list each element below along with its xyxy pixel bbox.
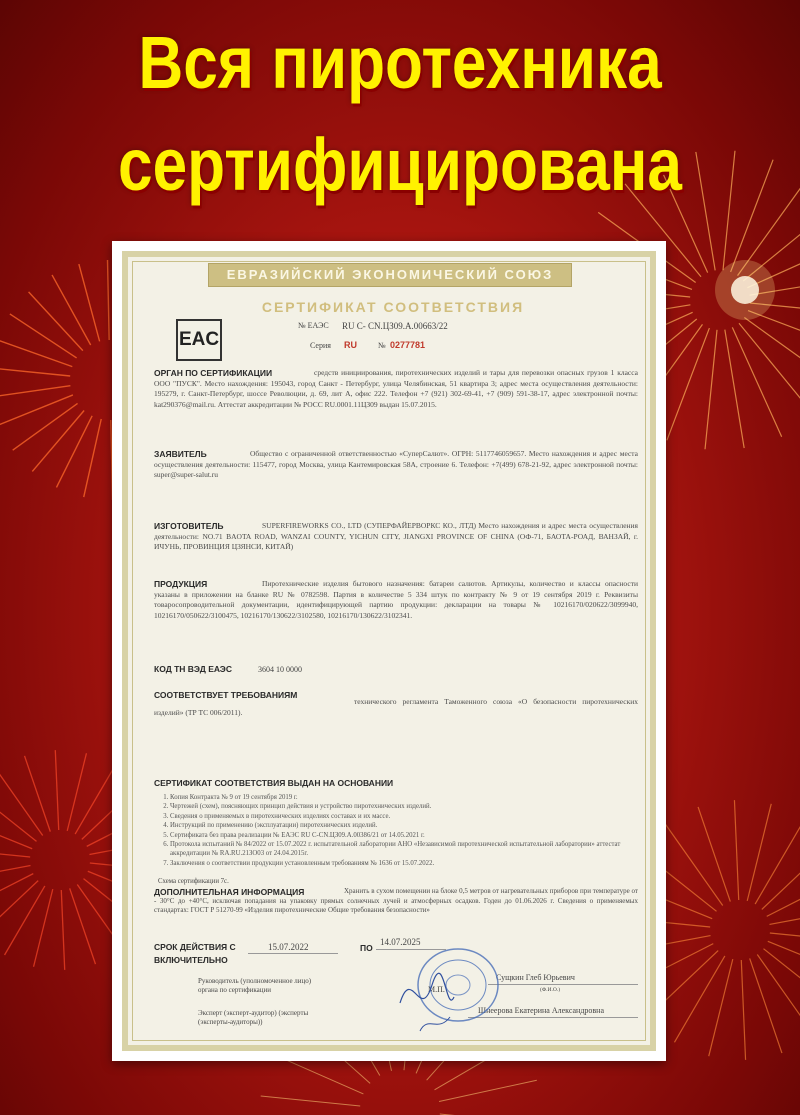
firework-ray xyxy=(32,410,84,471)
number-label: № ЕАЭС xyxy=(298,321,329,330)
firework-ray xyxy=(10,314,77,358)
certificate-number: RU C- CN.ЦЗ09.A.00663/22 xyxy=(342,321,448,331)
validity-inclusive-label: ВКЛЮЧИТЕЛЬНО xyxy=(154,955,228,965)
form-number: 0277781 xyxy=(390,340,426,350)
firework-ray xyxy=(0,395,73,425)
firework-ray xyxy=(769,906,800,924)
certification-scheme: Схема сертификации 7с. xyxy=(158,878,229,885)
manufacturer-label: ИЗГОТОВИТЕЛЬ xyxy=(154,521,224,531)
firework-ray xyxy=(56,416,92,488)
stamp-label: М.П. xyxy=(428,985,445,994)
product-text: Пиротехнические изделия бытового назначения: батареи салютов. Артикулы, количество и классы опасности указаны в приложении на бланке RU № 0782598. Партия в количестве 5 334 штук по контракту № 9 от 19 сентября 2019 г. Реквизиты товаросопроводительной документации, идентифицирующей партию продукции: декларации на товары № 10216170/020622/3099940, 10216170/050622/3100475, 10216170/130622/3102580, 10216170/130622/3102341. xyxy=(154,579,638,620)
firework-ray xyxy=(755,818,800,904)
firework-ray xyxy=(762,841,800,910)
basis-item: 6. Протокола испытаний № 84/2022 от 15.07.2022 г. испытательной лаборатории АНО «Независимой пиротехнической испытательной лаборатории» аттестат аккредитации № RA.RU.21ЗО03 от 24.04.2015г. xyxy=(170,840,640,859)
expert-name: Шнеерова Екатерина Александровна xyxy=(478,1006,604,1015)
firework-ray xyxy=(0,874,33,910)
tn-ved-label: КОД ТН ВЭД ЕАЭС xyxy=(154,664,232,674)
authority-text: средств инициирования, пиротехнических изделий и тары для перевозки опасных грузов 1 класса ООО "ПУСК". Место нахождения: 195043, город Санкт - Петербург, улица Челябинская, 51 квартира 3; адрес места осуществления деятельности: 195279, г. Санкт-Петербург, шоссе Революции, д. 69, лит А, офис 222. Телефон +7 (921) 302-69-41, +7 (909) 591-38-17, адрес электронной почты: kat290376@mail.ru. Аттестат аккредитации № РОСС RU.0001.11ЦЗ09 выдан 15.07.2015. xyxy=(154,368,638,409)
firework-ray xyxy=(0,368,70,376)
firework-ray xyxy=(25,756,51,832)
series-label: Серия xyxy=(310,341,331,350)
firework-ray xyxy=(739,323,800,416)
firework-ray xyxy=(0,849,30,857)
form-number-label: № xyxy=(378,341,386,350)
firework-ray xyxy=(709,959,733,1056)
series-value: RU xyxy=(344,340,357,350)
basis-list xyxy=(158,793,640,868)
firework-ray xyxy=(763,949,800,1011)
basis-label: СЕРТИФИКАТ СООТВЕТСТВИЯ ВЫДАН НА ОСНОВАНИИ xyxy=(154,778,394,788)
basis-item: 5. Сертификата без права реализации № ЕАЭС RU С-CN.ЦЗ09.А.00386/21 от 14.05.2021 г. xyxy=(170,831,640,840)
headline-line-1: Вся пиротехника xyxy=(138,21,662,104)
firework-ray xyxy=(13,403,78,450)
firework-ray xyxy=(0,770,43,835)
firework-ray xyxy=(61,890,64,970)
tn-ved-value: 3604 10 0000 xyxy=(258,665,302,674)
firework-ray xyxy=(0,386,70,397)
basis-item: 1. Копия Контракта № 9 от 19 сентября 2019 г. xyxy=(170,793,640,802)
head-name-caption: (Ф.И.О.) xyxy=(540,987,561,993)
head-name: Сущкин Глеб Юрьевич xyxy=(496,973,575,982)
firework-ray xyxy=(747,804,771,901)
firework-ray xyxy=(261,1096,361,1106)
valid-from: 15.07.2022 xyxy=(268,942,309,952)
authority-label: ОРГАН ПО СЕРТИФИКАЦИИ xyxy=(154,368,273,378)
certificate-title: СЕРТИФИКАТ СООТВЕТСТВИЯ xyxy=(261,299,525,315)
valid-to: 14.07.2025 xyxy=(380,937,421,947)
applicant-label: ЗАЯВИТЕЛЬ xyxy=(154,449,207,459)
certificate-document xyxy=(122,251,656,1051)
basis-item: 2. Чертежей (схем), поясняющих принцип действия и устройство пиротехнических изделий. xyxy=(170,802,640,811)
firework-ray xyxy=(750,958,782,1053)
firework-ray xyxy=(0,340,72,367)
eac-mark: EAC xyxy=(176,319,222,361)
firework-ray xyxy=(741,960,745,1060)
basis-item: 4. Инструкций по применению (эксплуатации) пиротехнических изделий. xyxy=(170,821,640,830)
certificate-frame xyxy=(112,241,666,1061)
union-banner: ЕВРАЗИЙСКИЙ ЭКОНОМИЧЕСКИЙ СОЮЗ xyxy=(208,263,572,287)
firework-ray xyxy=(770,933,800,943)
firework-ray xyxy=(0,866,31,881)
basis-item: 7. Заключения о соответствии продукции установленным требованиям № 1636 от 15.07.2022. xyxy=(170,859,640,868)
firework-ray xyxy=(55,750,58,830)
firework-ray xyxy=(698,807,730,902)
manufacturer-text: SUPERFIREWORKS CO., LTD (СУПЕРФАЙЕРВОРКС КО., ЛТД) Место нахождения и адрес места осуществления деятельности: NO.71 BAOTA ROAD, WANZAI COUNTY, YICHUN CITY, JIANGXI PROVINCE OF CHINA (ОФ-71, БАОТА-РОАД, ВАНЗАЙ, г. ИЧУНЬ, ПРОВИНЦИЯ ЦЗЯНСИ, КИТАЙ) xyxy=(154,521,638,551)
headline-line-2: сертифицирована xyxy=(117,123,682,206)
firework-ray xyxy=(29,292,83,351)
firework-ray xyxy=(757,955,800,1037)
firework-ray xyxy=(744,318,800,388)
firework-ray xyxy=(0,792,37,842)
basis-item: 3. Сведения о применяемых в пиротехнических изделиях составах и их массе. xyxy=(170,812,640,821)
firework-ray xyxy=(84,419,102,497)
firework-ray xyxy=(734,800,738,900)
firework-ray xyxy=(439,1080,537,1101)
additional-text: Хранить в сухом помещении на блоке 0,5 метров от нагревательных приборов при температуре от - 30°С до +40°С, исключая попадания на упаковку прямых солнечных лучей и атмосферных осадков. Годен до 01.06.2026 г. Сведения о применяемых стандартах: ГОСТ Р 51270-99 «Изделия пиротехнические Общие требования безопасности» xyxy=(154,887,638,915)
validity-label: СРОК ДЕЙСТВИЯ С xyxy=(154,942,236,952)
head-signature-label: Руководитель (уполномоченное лицо) органа по сертификации xyxy=(198,977,312,994)
conforms-label: СООТВЕТСТВУЕТ ТРЕБОВАНИЯМ xyxy=(154,690,298,700)
firework-ray xyxy=(108,260,110,340)
valid-to-label: ПО xyxy=(360,943,373,953)
firework-ray xyxy=(70,888,96,964)
product-label: ПРОДУКЦИЯ xyxy=(154,579,208,589)
conforms-text: технического регламента Таможенного союза «О безопасности пиротехнических изделий» (ТР ТС 006/2011). xyxy=(154,697,638,717)
additional-label: ДОПОЛНИТЕЛЬНАЯ ИНФОРМАЦИЯ xyxy=(154,887,305,897)
applicant-text: Общество с ограниченной ответственностью «СуперСалют». ОГРН: 5117746059657. Место нахождения и адрес места осуществления деятельности: 115477, город Москва, улица Кантемировская 58А, строение 6. Телефон: +7(499) 678-21-92, адрес электронной почты: super@super-salut.ru xyxy=(154,449,638,479)
expert-signature-label: Эксперт (эксперт-аудитор) (эксперты (эксперты-аудиторы)) xyxy=(198,1009,309,1026)
seal-stamp xyxy=(398,945,508,1035)
firework-ray xyxy=(705,330,717,449)
